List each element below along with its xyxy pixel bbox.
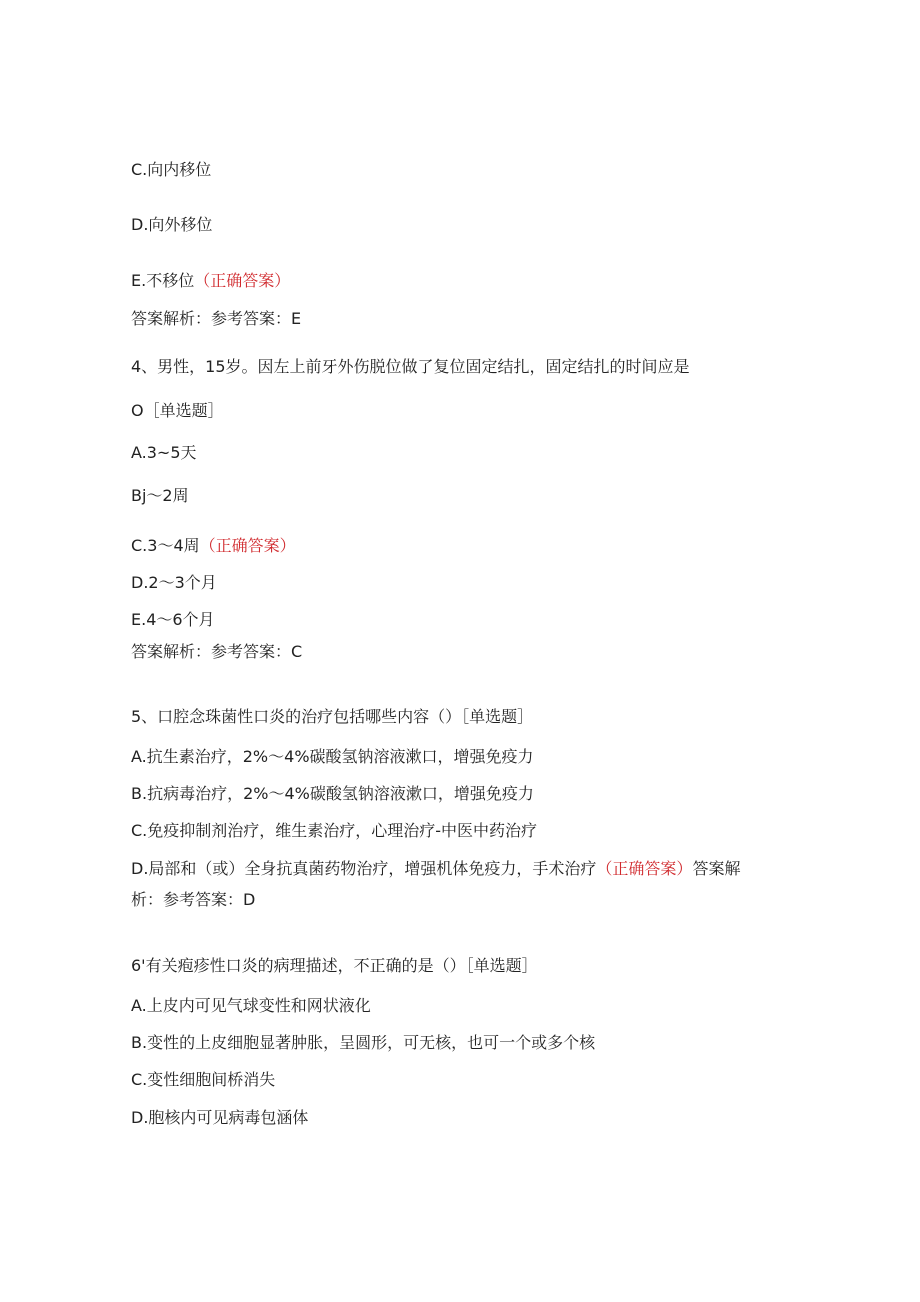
q5-correct-marker: （正确答案） bbox=[596, 859, 693, 878]
q4-stem: 4、男性，15岁。因左上前牙外伤脱位做了复位固定结扎，固定结扎的时间应是 bbox=[131, 357, 690, 376]
q4-option-e: E.4～6个月 bbox=[131, 610, 215, 629]
q6-option-c: C.变性细胞间桥消失 bbox=[131, 1070, 276, 1089]
q4-analysis: 答案解析：参考答案：C bbox=[131, 642, 303, 661]
q3-correct-marker: （正确答案） bbox=[194, 271, 291, 290]
q6-option-b: B.变性的上皮细胞显著肿胀，呈圆形，可无核，也可一个或多个核 bbox=[131, 1033, 596, 1052]
q3-analysis: 答案解析：参考答案：E bbox=[131, 309, 302, 328]
q5-analysis-start: 答案解 bbox=[692, 859, 741, 878]
q3-option-d: D.向外移位 bbox=[131, 215, 213, 234]
q6-stem: 6'有关疱疹性口炎的病理描述，不正确的是（）［单选题］ bbox=[131, 956, 538, 975]
q5-stem: 5、口腔念珠菌性口炎的治疗包括哪些内容（）［单选题］ bbox=[131, 707, 534, 726]
q5-option-c: C.免疫抑制剂治疗，维生素治疗，心理治疗-中医中药治疗 bbox=[131, 821, 538, 840]
q5-option-b: B.抗病毒治疗，2%～4%碳酸氢钠溶液漱口，增强免疫力 bbox=[131, 784, 534, 803]
q5-analysis-end: 析：参考答案：D bbox=[131, 890, 256, 909]
q3-option-e-text: E.不移位 bbox=[131, 271, 195, 290]
q5-option-d bbox=[131, 859, 740, 879]
q5-option-d-text: D.局部和（或）全身抗真菌药物治疗，增强机体免疫力，手术治疗 bbox=[131, 859, 597, 878]
q4-option-c bbox=[131, 536, 296, 556]
q5-option-a: A.抗生素治疗，2%～4%碳酸氢钠溶液漱口，增强免疫力 bbox=[131, 747, 534, 766]
q6-option-a: A.上皮内可见气球变性和网状液化 bbox=[131, 996, 371, 1015]
q4-type: O［单选题］ bbox=[131, 401, 224, 420]
q4-option-c-text: C.3～4周 bbox=[131, 536, 200, 555]
q3-option-e bbox=[131, 271, 290, 291]
q6-option-d: D.胞核内可见病毒包涵体 bbox=[131, 1108, 309, 1127]
q4-option-b: Bj～2周 bbox=[131, 486, 189, 505]
q4-option-a: A.3~5天 bbox=[131, 443, 197, 462]
q4-option-d: D.2～3个月 bbox=[131, 573, 217, 592]
q3-option-c: C.向内移位 bbox=[131, 160, 212, 179]
q4-correct-marker: （正确答案） bbox=[199, 536, 296, 555]
